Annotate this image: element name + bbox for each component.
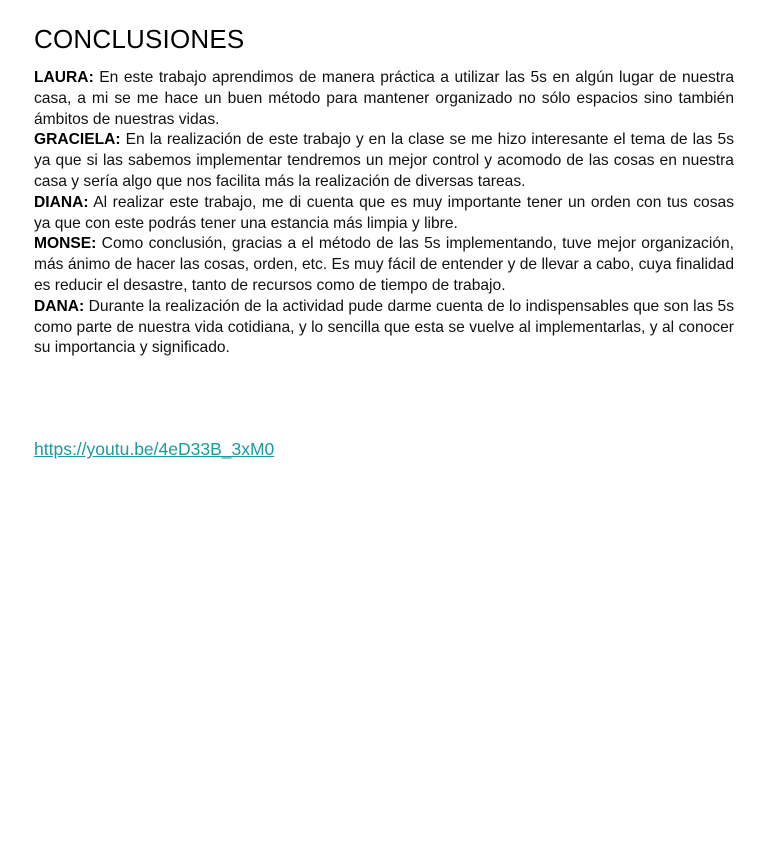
conclusion-text-graciela: En la realización de este trabajo y en la clase se me hizo interesante el tema de las 5s ya que si las sabemos implementar tendremos un mejor control y acomodo de las cosas en nuestra casa y sería algo que nos facilita más la realización de diversas tareas.	[34, 131, 734, 190]
conclusion-paragraph-graciela	[34, 130, 734, 192]
author-name-diana: DIANA:	[34, 193, 89, 211]
conclusion-paragraph-laura	[34, 68, 734, 130]
document-page	[34, 24, 734, 460]
author-name-laura: LAURA:	[34, 69, 94, 86]
conclusion-paragraph-diana	[34, 193, 734, 235]
conclusion-paragraph-monse	[34, 234, 734, 296]
author-name-monse: MONSE:	[34, 235, 97, 253]
blank-space	[34, 359, 734, 438]
author-name-graciela: GRACIELA:	[34, 131, 121, 149]
conclusion-text-laura: En este trabajo aprendimos de manera práctica a utilizar las 5s en algún lugar de nuestra casa, a mi se me hace un buen método para mantener organizado no sólo espacios sino también ámbitos de nuestras vidas.	[34, 69, 734, 128]
author-name-dana: DANA:	[34, 297, 85, 315]
conclusion-text-monse: Como conclusión, gracias a el método de las 5s implementando, tuve mejor organización, más ánimo de hacer las cosas, orden, etc. Es muy fácil de entender y de llevar a cabo, cuya finalidad es reducir el desastre, tanto de recursos como de tiempo de trabajo.	[34, 235, 734, 294]
conclusion-text-diana: Al realizar este trabajo, me di cuenta que es muy importante tener un orden con tus cosas ya que con este podrás tener una estancia más limpia y libre.	[34, 193, 734, 232]
conclusion-text-dana: Durante la realización de la actividad pude darme cuenta de lo indispensables que son las 5s como parte de nuestra vida cotidiana, y lo sencilla que esta se vuelve al implementarlas, y al conocer su importancia y significado.	[34, 297, 734, 357]
conclusion-paragraph-dana	[34, 297, 734, 359]
page-title: CONCLUSIONES	[34, 24, 245, 54]
youtube-link[interactable]: https://youtu.be/4eD33B_3xM0	[34, 439, 275, 460]
